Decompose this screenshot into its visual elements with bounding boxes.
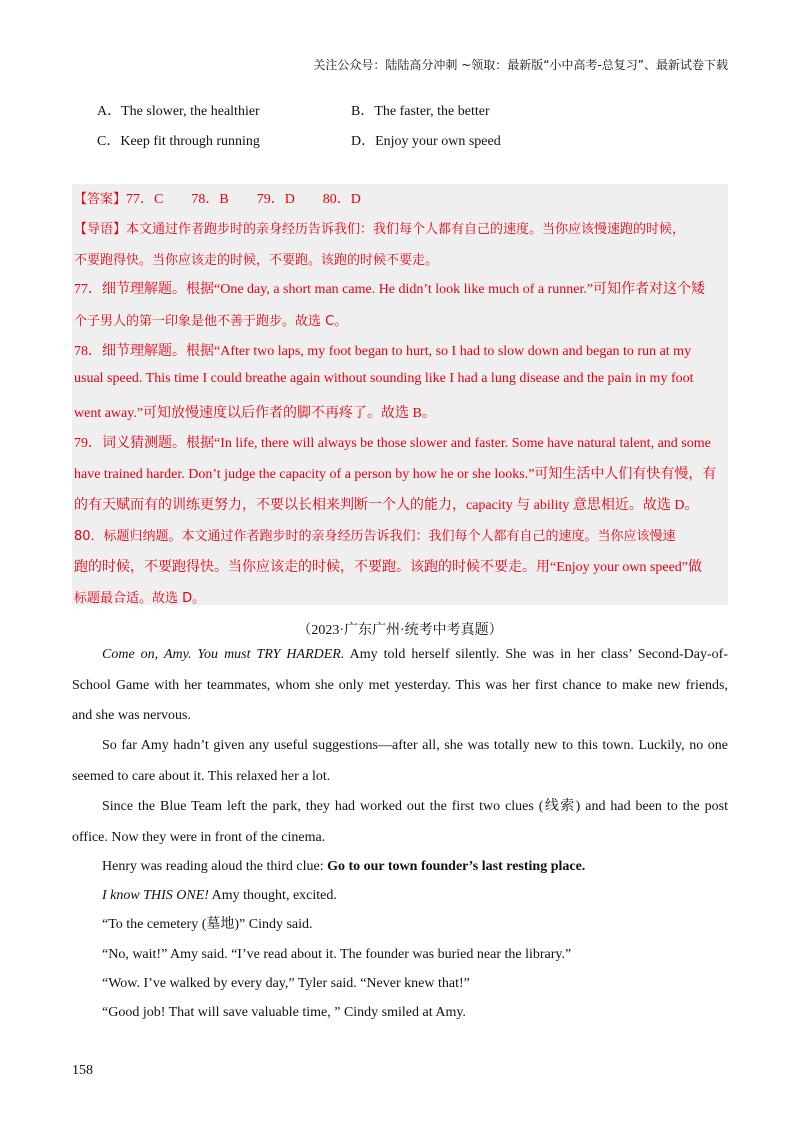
paragraph-4-text: Henry was reading aloud the third clue: — [102, 859, 328, 874]
answer-tag: 【答案】 — [74, 192, 127, 207]
inner-thought-2: I know THIS ONE! — [102, 888, 209, 903]
passage-source: （2023·广东广州·统考中考真题） — [297, 623, 503, 638]
q80-line-2: 跑的时候，不要跑得快。当你应该走的时候，不要跑。该跑的时候不要走。用“Enjoy your own speed”做 — [74, 560, 703, 575]
q78-line-3: went away.”可知放慢速度以后作者的脚不再疼了。故选 B。 — [74, 406, 436, 421]
page-header: 关注公众号：陆陆高分冲刺 ~领取：最新版“小中高考-总复习”、最新试卷下载 — [313, 58, 728, 72]
paragraph-8: “Wow. I’ve walked by every day,” Tyler said. “Never knew that!” — [102, 976, 470, 991]
paragraph-7: “No, wait!” Amy said. “I’ve read about it. The founder was buried near the library.” — [102, 947, 572, 962]
q79-line-1: 79．词义猜测题。根据“In life, there will always be those slower and faster. Some have natural talent, and some — [74, 436, 711, 451]
paragraph-3-line-1: Since the Blue Team left the park, they had worked out the first two clues (线索) and had been to the post — [102, 799, 728, 814]
q78-line-2: usual speed. This time I could breathe again without sounding like I had a lung disease and the pain in my foot — [74, 371, 694, 386]
guide-text-1: 本文通过作者跑步时的亲身经历告诉我们：我们每个人都有自己的速度。当你应该慢速跑的时候， — [126, 222, 686, 237]
option-d: D．Enjoy your own speed — [351, 134, 501, 149]
guide-line-1 — [74, 218, 685, 238]
guide-line-2: 不要跑得快。当你应该走的时候，不要跑。该跑的时候不要走。 — [74, 253, 439, 268]
paragraph-1-line-3: and she was nervous. — [72, 708, 191, 723]
q80-line-1: 80．标题归纳题。本文通过作者跑步时的亲身经历告诉我们：我们每个人都有自己的速度。当你应该慢速 — [74, 529, 676, 544]
paragraph-6: “To the cemetery (墓地)” Cindy said. — [102, 917, 313, 932]
q78-line-1: 78．细节理解题。根据“After two laps, my foot began to hurt, so I had to slow down and began to run at my — [74, 344, 692, 359]
paragraph-2-line-2: seemed to care about it. This relaxed her a lot. — [72, 769, 331, 784]
q80-line-3: 标题最合适。故选 D。 — [74, 591, 206, 606]
option-a: A．The slower, the healthier — [97, 104, 260, 119]
paragraph-5-text: Amy thought, excited. — [208, 888, 337, 903]
q77-line-1: 77．细节理解题。根据“One day, a short man came. He didn’t look like much of a runner.”可知作者对这个矮 — [74, 282, 706, 297]
paragraph-1-text: Amy told herself silently. She was in her class’ Second-Day-of- — [344, 647, 728, 662]
paragraph-1-line-2: School Game with her teammates, whom she only met yesterday. This was her first chance to make new friends, — [72, 678, 728, 693]
q79-line-2: have trained harder. Don’t judge the capacity of a person by how he or she looks.”可知生活中人们有快有慢，有 — [74, 467, 717, 482]
paragraph-2-line-1: So far Amy hadn’t given any useful suggestions—after all, she was totally new to this town. Luckily, no one — [102, 738, 728, 753]
option-c: C．Keep fit through running — [97, 134, 260, 149]
answer-key: 77．C 78．B 79．D 80．D — [126, 192, 361, 207]
q77-line-2: 个子男人的第一印象是他不善于跑步。故选 C。 — [74, 314, 348, 329]
paragraph-1-line-1 — [102, 647, 728, 663]
option-b: B．The faster, the better — [351, 104, 490, 119]
paragraph-5 — [102, 888, 758, 904]
paragraph-9: “Good job! That will save valuable time, ” Cindy smiled at Amy. — [102, 1005, 466, 1020]
page-number: 158 — [72, 1063, 93, 1078]
q79-line-3: 的有天赋而有的训练更努力，不要以长相来判断一个人的能力，capacity 与 ability 意思相近。故选 D。 — [74, 498, 699, 513]
answer-key-line — [74, 188, 361, 208]
inner-thought-1: Come on, Amy. You must TRY HARDER. — [102, 647, 345, 662]
paragraph-4 — [102, 859, 758, 875]
paragraph-3-line-2: office. Now they were in front of the cinema. — [72, 830, 326, 845]
guide-tag: 【导语】 — [74, 222, 127, 237]
third-clue: Go to our town founder’s last resting place. — [327, 859, 586, 874]
